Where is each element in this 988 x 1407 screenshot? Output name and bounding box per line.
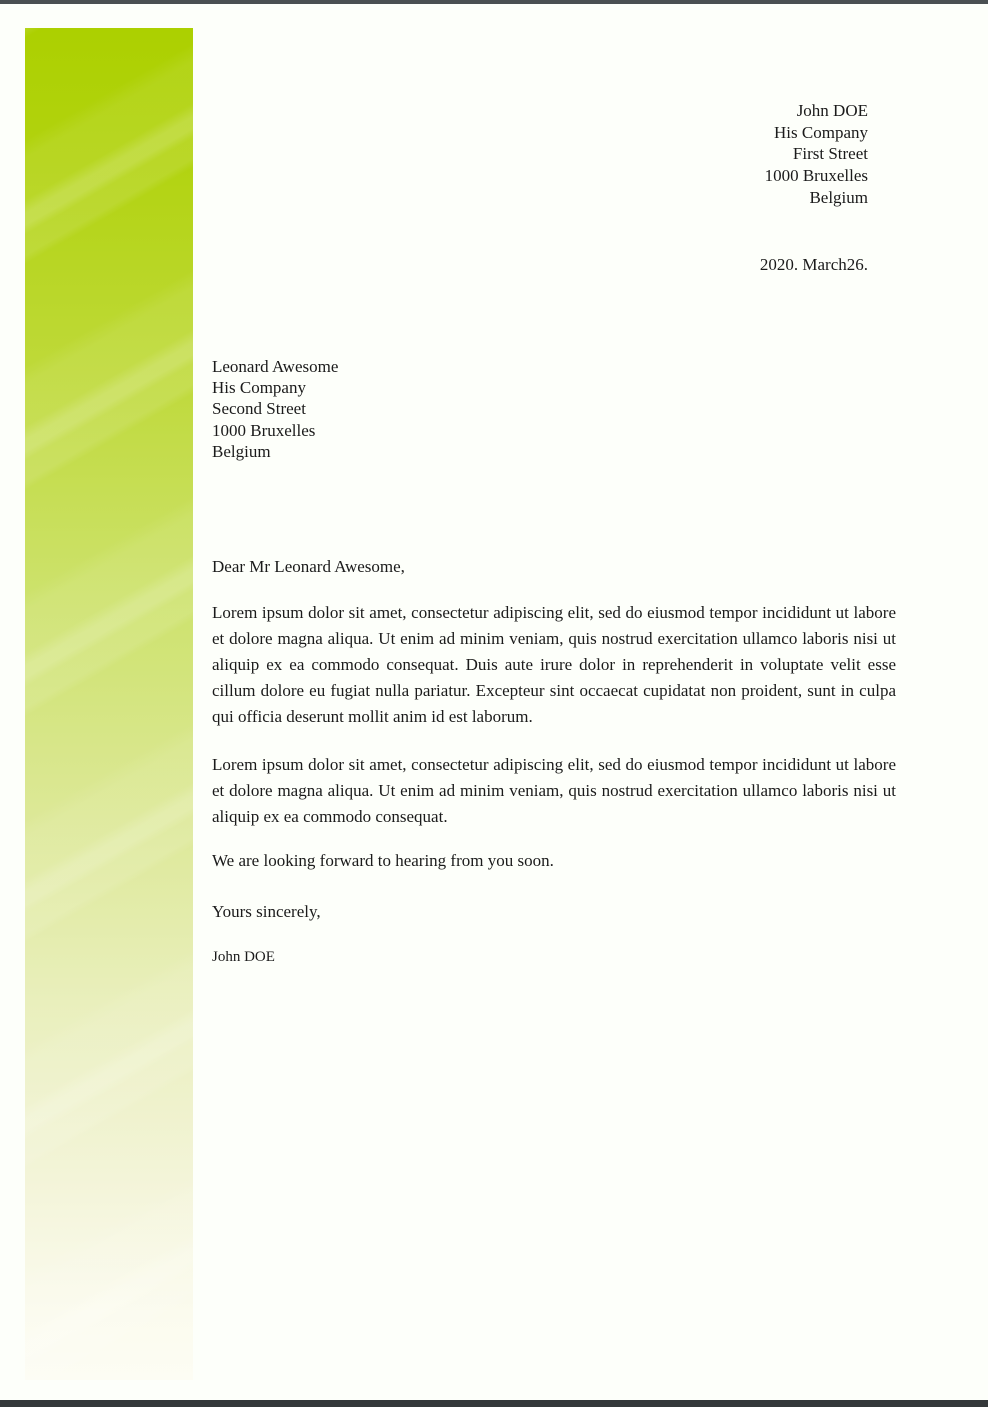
top-rule	[0, 0, 988, 4]
signature-name: John DOE	[212, 949, 275, 965]
bottom-rule	[0, 1400, 988, 1407]
body-paragraph-2: Lorem ipsum dolor sit amet, consectetur adipiscing elit, sed do eiusmod tempor incididunt ut labore et dolore magna aliqua. Ut enim ad minim veniam, quis nostrud exercitation ullamco laboris nisi ut aliquip ex ea commodo consequat.	[212, 755, 896, 826]
sender-name: John DOE	[796, 101, 868, 120]
recipient-street: Second Street	[212, 399, 306, 419]
sender-company: His Company	[774, 122, 868, 142]
closing-sentence: We are looking forward to hearing from you soon.	[212, 851, 554, 870]
salutation: Dear Mr Leonard Awesome,	[212, 557, 405, 576]
sender-address-block	[765, 100, 868, 209]
recipient-city: 1000 Bruxelles	[212, 420, 316, 440]
recipient-address-block	[212, 356, 338, 462]
body-paragraph-1: Lorem ipsum dolor sit amet, consectetur adipiscing elit, sed do eiusmod tempor incididunt ut labore et dolore magna aliqua. Ut enim ad minim veniam, quis nostrud exercitation ullamco laboris nisi ut aliquip ex ea commodo consequat. Duis aute irure dolor in reprehenderit in voluptate velit esse cillum dolore eu fugiat nulla pariatur. Excepteur sint occaecat cupidatat non proident, sunt in culpa qui officia deserunt mollit anim id est laborum.	[212, 603, 896, 726]
sender-street: First Street	[792, 144, 868, 164]
sender-city: 1000 Bruxelles	[764, 166, 868, 186]
date: 2020. March26.	[759, 255, 868, 274]
sender-country: Belgium	[809, 187, 868, 207]
valediction: Yours sincerely,	[212, 902, 321, 921]
recipient-name: Leonard Awesome	[212, 357, 339, 376]
green-gradient-ribbon	[25, 28, 193, 1380]
recipient-company: His Company	[212, 378, 306, 398]
recipient-country: Belgium	[212, 441, 271, 461]
